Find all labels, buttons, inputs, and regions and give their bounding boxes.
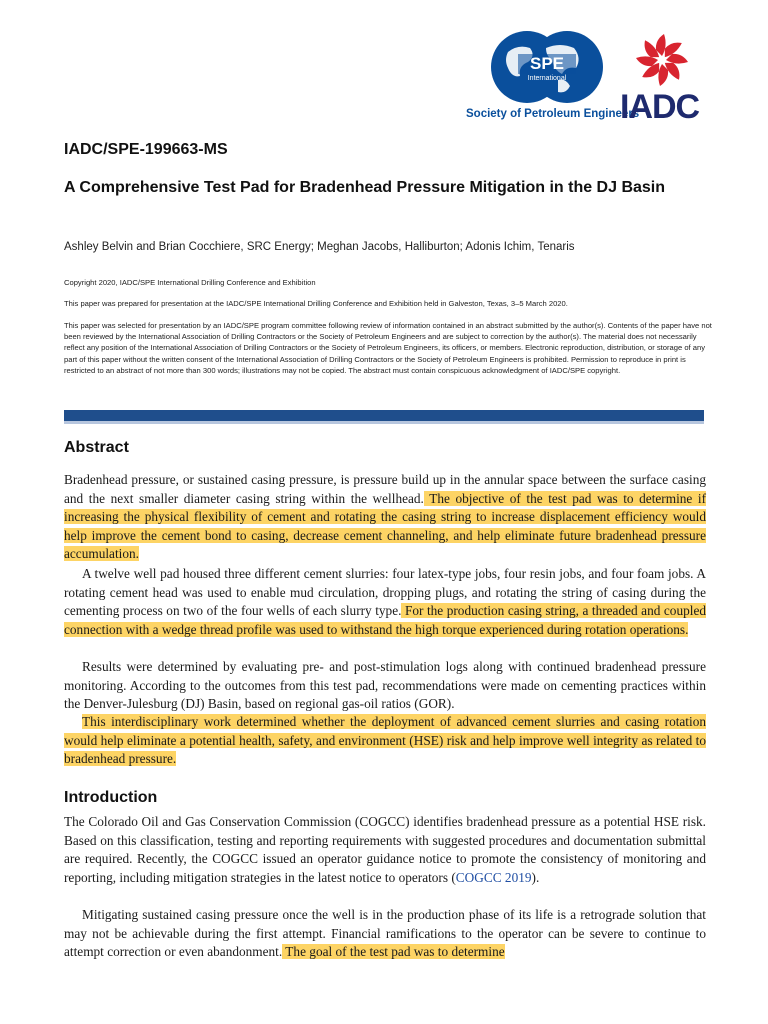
abstract-p1-highlight: The objective of the test pad was to determine if increasing the physical flexibility of cement and rotating the casing string to increase displacement efficiency would help improve the cement bond to casing, decrease cement channeling, and help eliminate future bradenhead pressure accumulation.: [64, 490, 706, 562]
spe-globe-logo: [488, 28, 606, 106]
citation-link[interactable]: COGCC 2019: [455, 869, 532, 885]
spe-caption: Society of Petroleum Engineers: [466, 108, 640, 120]
paper-number: IADC/SPE-199663-MS: [64, 141, 228, 158]
intro-p1-text: The Colorado Oil and Gas Conservation Commission (COGCC) identifies bradenhead pressure as a potential HSE risk. Based on this classification, testing and reporting requirements with suggested procedures and documentation submittal are required. Recently, the COGCC issued an operator guidance notice to promote the consistency of monitoring and reporting, including mitigation strategies in the latest notice to operators (: [64, 814, 706, 885]
abstract-paragraph-4: [64, 713, 706, 769]
introduction-heading: Introduction: [64, 789, 158, 806]
review-disclaimer: This paper was selected for presentation by an IADC/SPE program committee following review of information contained in an abstract submitted by the author(s). Contents of the paper have not been reviewed by the International Association of Drilling Contractors or the Society of Petroleum Engineers and are subject to correction by the author(s). The material does not necessarily reflect any position of the International Association of Drilling Contractors or the Society of Petroleum Engineers, its officers, or members. Electronic reproduction, distribution, or storage of any part of this paper without the written consent of the International Association of Drilling Contractors or the Society of Petroleum Engineers is prohibited. Permission to reproduce in print is restricted to an abstract of not more than 300 words; illustrations may not be copied. The abstract must contain conspicuous acknowledgment of IADC/SPE copyright.: [64, 321, 712, 375]
abstract-paragraph-3: Results were determined by evaluating pre- and post-stimulation logs along with continued bradenhead pressure monitoring. According to the outcomes from this test pad, recommendations were made on cementing practices within the Denver-Julesburg (DJ) Basin, based on regional gas-oil ratios (GOR).: [64, 659, 706, 712]
abstract-heading: Abstract: [64, 439, 129, 456]
svg-text:SPE: SPE: [529, 54, 565, 73]
introduction-paragraph-1: [64, 813, 706, 887]
abstract-p1-text: Bradenhead pressure, or sustained casing pressure, is pressure build up in the annular space between the surface casing and the next smaller diameter casing string within the wellhead.: [64, 472, 706, 506]
abstract-paragraph-1: [64, 471, 706, 564]
abstract-p2-text: A twelve well pad housed three different cement slurries: four latex-type jobs, four resin jobs, and four foam jobs. A rotating cement head was used to enable mud circulation, dropping plugs, and rotating the string of casing during the cementing process on two of the four wells of each slurry type.: [64, 566, 706, 619]
abstract-paragraph-2: [64, 565, 706, 639]
author-list: Ashley Belvin and Brian Cocchiere, SRC Energy; Meghan Jacobs, Halliburton; Adonis Ichim, Tenaris: [64, 241, 575, 253]
iadc-logo-text: IADC: [620, 88, 700, 126]
intro-p2-text: Mitigating sustained casing pressure once the well is in the production phase of its life is a retrograde solution that may not be achievable during the first attempt. Financial ramifications to the operator can be severe to continue to attempt correction or even abandonment.: [64, 907, 706, 960]
intro-p1-end: ).: [531, 869, 540, 885]
presentation-notice: This paper was prepared for presentation at the IADC/SPE International Drilling Conference and Exhibition held in Galveston, Texas, 3–5 March 2020.: [64, 299, 568, 308]
section-divider: [64, 410, 704, 424]
introduction-paragraph-2: [64, 906, 706, 962]
intro-p2-highlight: The goal of the test pad was to determine: [282, 944, 505, 960]
svg-text:International: International: [527, 75, 567, 82]
abstract-p2-highlight: For the production casing string, a threaded and coupled connection with a wedge thread profile was used to withstand the high torque experienced during rotation operations.: [64, 603, 706, 637]
abstract-p4-highlight: This interdisciplinary work determined whether the deployment of advanced cement slurries and casing rotation would help eliminate a potential health, safety, and environment (HSE) risk and help improve well integrity as related to bradenhead pressure.: [64, 714, 706, 767]
header-logos: [466, 28, 708, 128]
paper-title: A Comprehensive Test Pad for Bradenhead Pressure Mitigation in the DJ Basin: [64, 179, 666, 196]
copyright-notice: Copyright 2020, IADC/SPE International Drilling Conference and Exhibition: [64, 278, 316, 287]
iadc-flower-icon: [636, 34, 688, 86]
